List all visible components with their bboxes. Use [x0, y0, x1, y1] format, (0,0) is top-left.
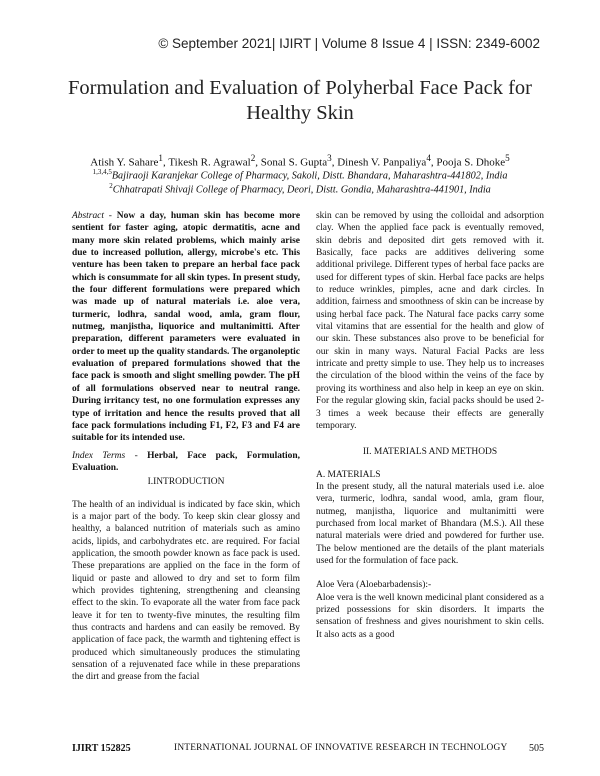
affiliation-text: Chhatrapati Shivaji College of Pharmacy, Deori, Distt. Gondia, Maharashtra-441901, India: [112, 184, 491, 196]
section-heading-methods: II. MATERIALS AND METHODS: [362, 447, 498, 458]
author-name: Tikesh R. Agrawal: [168, 156, 251, 169]
author-sup: 2: [250, 153, 256, 163]
abstract: [72, 210, 300, 445]
page-footer: [72, 743, 544, 757]
author-sup: 4: [426, 153, 431, 163]
author-name: Dinesh V. Panpaliya: [337, 156, 427, 169]
author-name: Atish Y. Sahare: [90, 156, 159, 169]
introduction-paragraph: The health of an individual is indicated by face skin, which is a major part of the body. To keep skin clear glossy and healthy, a balanced nutrition of materials such as amino acids, lipids, and carbohydrates etc. are required. For facial application, the smooth powder known as face pack is used. These preparations are applied on the face in the form of liquid or paste and allowed to dry and set to form film which provides tightening, strengthening and cleansing effect to the skin. To evaporate all the water from face pack leave it for ten to twenty-five minutes, the resulting film thus contracts and hardens and can easily be removed. By application of face pack, the warmth and tightening effect is produced which simultaneously produces the stimulating sensation of a rejuvenated face while in these preparations the dirt and grease from the facial: [72, 499, 300, 683]
section-heading-introduction: I.INTRODUCTION: [147, 477, 225, 488]
index-terms: [72, 450, 300, 475]
author-sup: 1: [158, 153, 163, 163]
subsection-heading-materials: A. MATERIALS: [316, 469, 381, 480]
index-terms-label: Index Terms -: [72, 450, 138, 461]
affiliation: [40, 180, 560, 196]
affiliation-text: Bajirao​ji Karanjekar College of Pharmacy, Sakoli, Distt. Bhandara, Maharashtra-441802, India: [111, 170, 508, 182]
author-name: Sonal S. Gupta: [260, 156, 328, 169]
author-sup: 3: [327, 153, 332, 163]
materials-paragraph: In the present study, all the natural materials used i.e. aloe vera, turmeric, lodhra, sandal wood, amla, gram flour, nutmeg, manjistha, liquorice and multanimitti were purchased from local market of Bhandara (M.S.). All these natural materials were dried and powdered for further use. The below mentioned are the details of the plant materials used for the formulation of face pack.: [316, 481, 544, 566]
journal-header: © September 2021| IJIRT | Volume 8 Issue 4 | ISSN: 2349-6002: [158, 36, 540, 51]
right-column: [316, 210, 544, 641]
page-number: 505: [529, 743, 544, 754]
introduction-paragraph-continued: skin can be removed by using the colloidal and adsorption clay. When the applied face pack is eventually removed, skin debris and deposited dirt gets removed with it. Basically, face packs are additives delivering some additional privilege. Different types of herbal face packs are used for different types of skin. Herbal face packs are helps to reduce wrinkles, pimples, acne and dark circles. In addition, fairness and smoothness of skin can be increase by using herbal face pack. The Natural face packs carry some vital vitamins that are essential for the health and glow of our skin. These substances also prove to be beneficial for our skin in many ways. Natural Facial Packs are less intricate and pretty simple to use. They help us to increases the circulation of the blood within the veins of the face by proving its worthiness and also help in keep an eye on skin. For the regular glowing skin, facial packs should be used 2-3 times a week because their effects are generally temporary.: [316, 211, 544, 431]
abstract-label: Abstract -: [72, 211, 112, 221]
index-terms-text: Herbal, Face pack, Formulation, Evaluation.: [72, 450, 300, 473]
author-sup: 5: [505, 153, 510, 163]
aloe-vera-heading: Aloe Vera (Aloebarbadensis):-: [316, 580, 432, 591]
paper-title: Formulation and Evaluation of Polyherbal Face Pack for Healthy Skin: [68, 77, 532, 124]
paper-code: IJIRT 152825: [72, 743, 131, 754]
author-list: Atish Y. Sahare$^1$, Tikesh R. Agrawal$^2$, Sonal S. Gupta$^3$, Dinesh V. Panpaliya$^4$, Pooja S. Dhoke$^5$: [90, 153, 510, 169]
affiliation-sup: 2: [109, 182, 113, 190]
abstract-text: Now a day, human skin has become more sentient for faster aging, atopic dermatitis, acne and many more skin related problems, which mainly arise due to increased pollution, allergy, microbe's etc. This venture has been taken to prepare an herbal face pack which is consummate for all skin types. In present study, the four different formulations were prepared which was made up of natural materials i.e. aloe vera, turmeric, lodhra, sandal wood, amla, gram flour, nutmeg, manjistha, liquorice and multanimitti. After preparation, different parameters were evaluated in order to meet up the quality standards. The organoleptic evaluation of prepared formulations showed that the face pack is smooth and slight smelling powder. The pH of all formulations observed near to neutral range. During irritancy test, no one formulation expresses any type of irritation and hence the results proved that all face pack formulations including F1, F2, F3 and F4 are suitable for its intended use.: [72, 211, 301, 444]
left-column: [72, 210, 300, 684]
journal-name: INTERNATIONAL JOURNAL OF INNOVATIVE RESEARCH IN TECHNOLOGY: [174, 743, 508, 753]
affiliation-sup: 1,3,4,5: [92, 168, 112, 176]
author-name: Pooja S. Dhoke: [436, 156, 506, 169]
aloe-vera-paragraph: Aloe vera is the well known medicinal plant considered as a prized possessions for skin disorders. It imparts the sensation of freshness and gives nourishment to skin cells. It also acts as a good: [316, 592, 544, 640]
